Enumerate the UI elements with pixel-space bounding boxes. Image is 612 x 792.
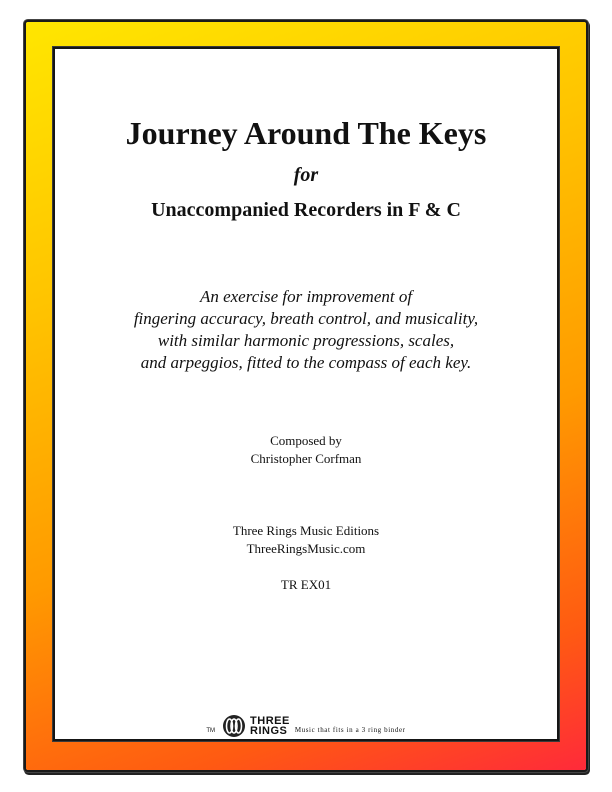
- three-rings-icon: [221, 714, 247, 738]
- page-content-area: [55, 49, 557, 739]
- publisher-block: [0, 522, 612, 558]
- logo-line-three: THREE: [250, 715, 290, 727]
- description-line: and arpeggios, fitted to the compass of each key.: [140, 353, 472, 372]
- logo-wordmark: [250, 716, 290, 736]
- description-line: with similar harmonic progressions, scales,: [157, 331, 455, 350]
- catalog-number: TR EX01: [280, 577, 332, 592]
- page-title: Journey Around The Keys: [125, 115, 487, 151]
- publisher-name: Three Rings Music Editions: [232, 523, 380, 538]
- description-line: fingering accuracy, breath control, and musicality,: [133, 309, 479, 328]
- for-line: for: [293, 164, 319, 186]
- description-line: An exercise for improvement of: [199, 287, 413, 306]
- page-subtitle: Unaccompanied Recorders in F & C: [151, 199, 461, 221]
- trademark-mark: TM: [206, 728, 216, 734]
- logo-line-rings: RINGS: [250, 725, 288, 737]
- composer-name: Christopher Corfman: [250, 451, 362, 466]
- logo-tagline: Music that fits in a 3 ring binder: [294, 726, 406, 734]
- three-rings-logo: [0, 714, 612, 738]
- description: [0, 286, 612, 374]
- composed-by-label: Composed by: [270, 433, 342, 448]
- publisher-website: ThreeRingsMusic.com: [246, 541, 366, 556]
- composer-block: [0, 432, 612, 468]
